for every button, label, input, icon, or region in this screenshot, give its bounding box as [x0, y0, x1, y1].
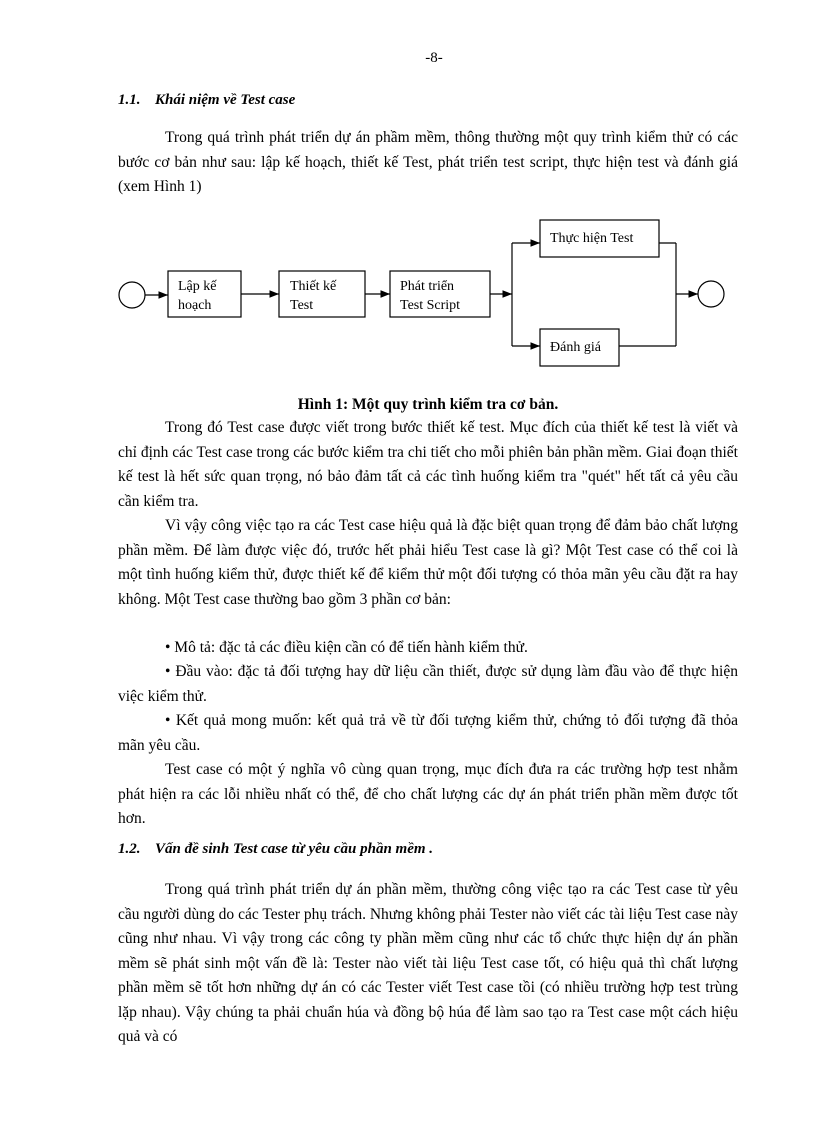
end-node	[698, 281, 724, 307]
bullet-input: • Đầu vào: đặc tả đối tượng hay dữ liệu cần thiết, được sử dụng làm đầu vào để thực hiện việc kiểm thử.	[118, 663, 738, 705]
intro-paragraph: Trong quá trình phát triển dự án phầm mềm, thông thường một quy trình kiểm thử có các bước cơ bản như sau: lập kế hoạch, thiết kế Test, phát triển test script, thực hiện test và đánh giá (xem Hình 1)	[118, 129, 738, 195]
section-heading-1-2	[118, 841, 433, 858]
start-node	[119, 282, 145, 308]
page-number: -8-	[425, 50, 443, 66]
box-design-line1: Thiết kế	[290, 279, 337, 294]
section-number: 1.2.	[118, 841, 141, 857]
paragraph-test-design: Trong đó Test case được viết trong bước thiết kế test. Mục đích của thiết kế test là viết và chỉ định các Test case trong các bước kiểm tra chi tiết cho mỗi phiên bản phần mềm. Giai đoạn thiết kế test là hết sức quan trọng, nó bảo đảm tất cả các tình huống kiểm tra "quét" hết tất cả yêu cầu cần kiểm tra.	[118, 419, 738, 510]
section-title: Vấn đề sinh Test case từ yêu cầu phần mềm .	[155, 841, 434, 857]
section-number: 1.1.	[118, 92, 141, 108]
box-script-line2: Test Script	[400, 298, 461, 313]
bullet-expected-result: • Kết quả mong muốn: kết quả trả về từ đối tượng kiểm thử, chứng tỏ đối tượng đã thỏa mãn yêu cầu.	[118, 712, 738, 754]
figure-caption: Hình 1: Một quy trình kiểm tra cơ bản.	[297, 396, 559, 413]
box-evaluate-label: Đánh giá	[550, 340, 601, 355]
box-execute-label: Thực hiện Test	[550, 231, 634, 246]
box-design-line2: Test	[290, 298, 314, 313]
bullet-description: • Mô tả: đặc tả các điều kiện cần có để tiến hành kiểm thử.	[165, 639, 528, 656]
box-script-line1: Phát triển	[400, 279, 455, 294]
box-plan-line1: Lập kế	[178, 279, 217, 294]
test-process-diagram	[0, 0, 816, 400]
paragraph-test-case-definition: Vì vậy công việc tạo ra các Test case hiệu quả là đặc biệt quan trọng để đảm bảo chất lượng phần mềm. Để làm được việc đó, trước hết phải hiểu Test case là gì? Một Test case có thể coi là một tình huống kiểm thử, được thiết kế để kiểm thử một đối tượng có thỏa mãn yêu cầu đặt ra hay không. Một Test case thường bao gồm 3 phần cơ bản:	[118, 517, 738, 608]
paragraph-generation-problem: Trong quá trình phát triển dự án phần mềm, thường công việc tạo ra các Test case từ yêu cầu người dùng do các Tester phụ trách. Nhưng không phải Tester nào viết các tài liệu Test case này cũng như nhau. Vì vậy trong các công ty phần mềm cũng như các tổ chức thực hiện dự án phần mềm sẽ phát sinh một vấn đề là: Tester nào viết tài liệu Test case tốt, có hiệu quả thì chất lượng phần mềm sẽ tốt hơn những dự án có các Tester viết Test case tồi (có nhiều trường hợp test trùng lặp nhau). Vậy chúng ta phải chuẩn húa và đồng bộ húa để làm sao tạo ra Test case một cách hiệu quả và có	[118, 881, 738, 1045]
paragraph-importance: Test case có một ý nghĩa vô cùng quan trọng, mục đích đưa ra các trường hợp test nhằm phát hiện ra các lỗi nhiều nhất có thể, để cho chất lượng các dự án phát triển phần mềm được tốt hơn.	[118, 761, 738, 827]
box-plan-line2: hoạch	[178, 298, 212, 313]
section-title: Khái niệm về Test case	[155, 92, 296, 108]
